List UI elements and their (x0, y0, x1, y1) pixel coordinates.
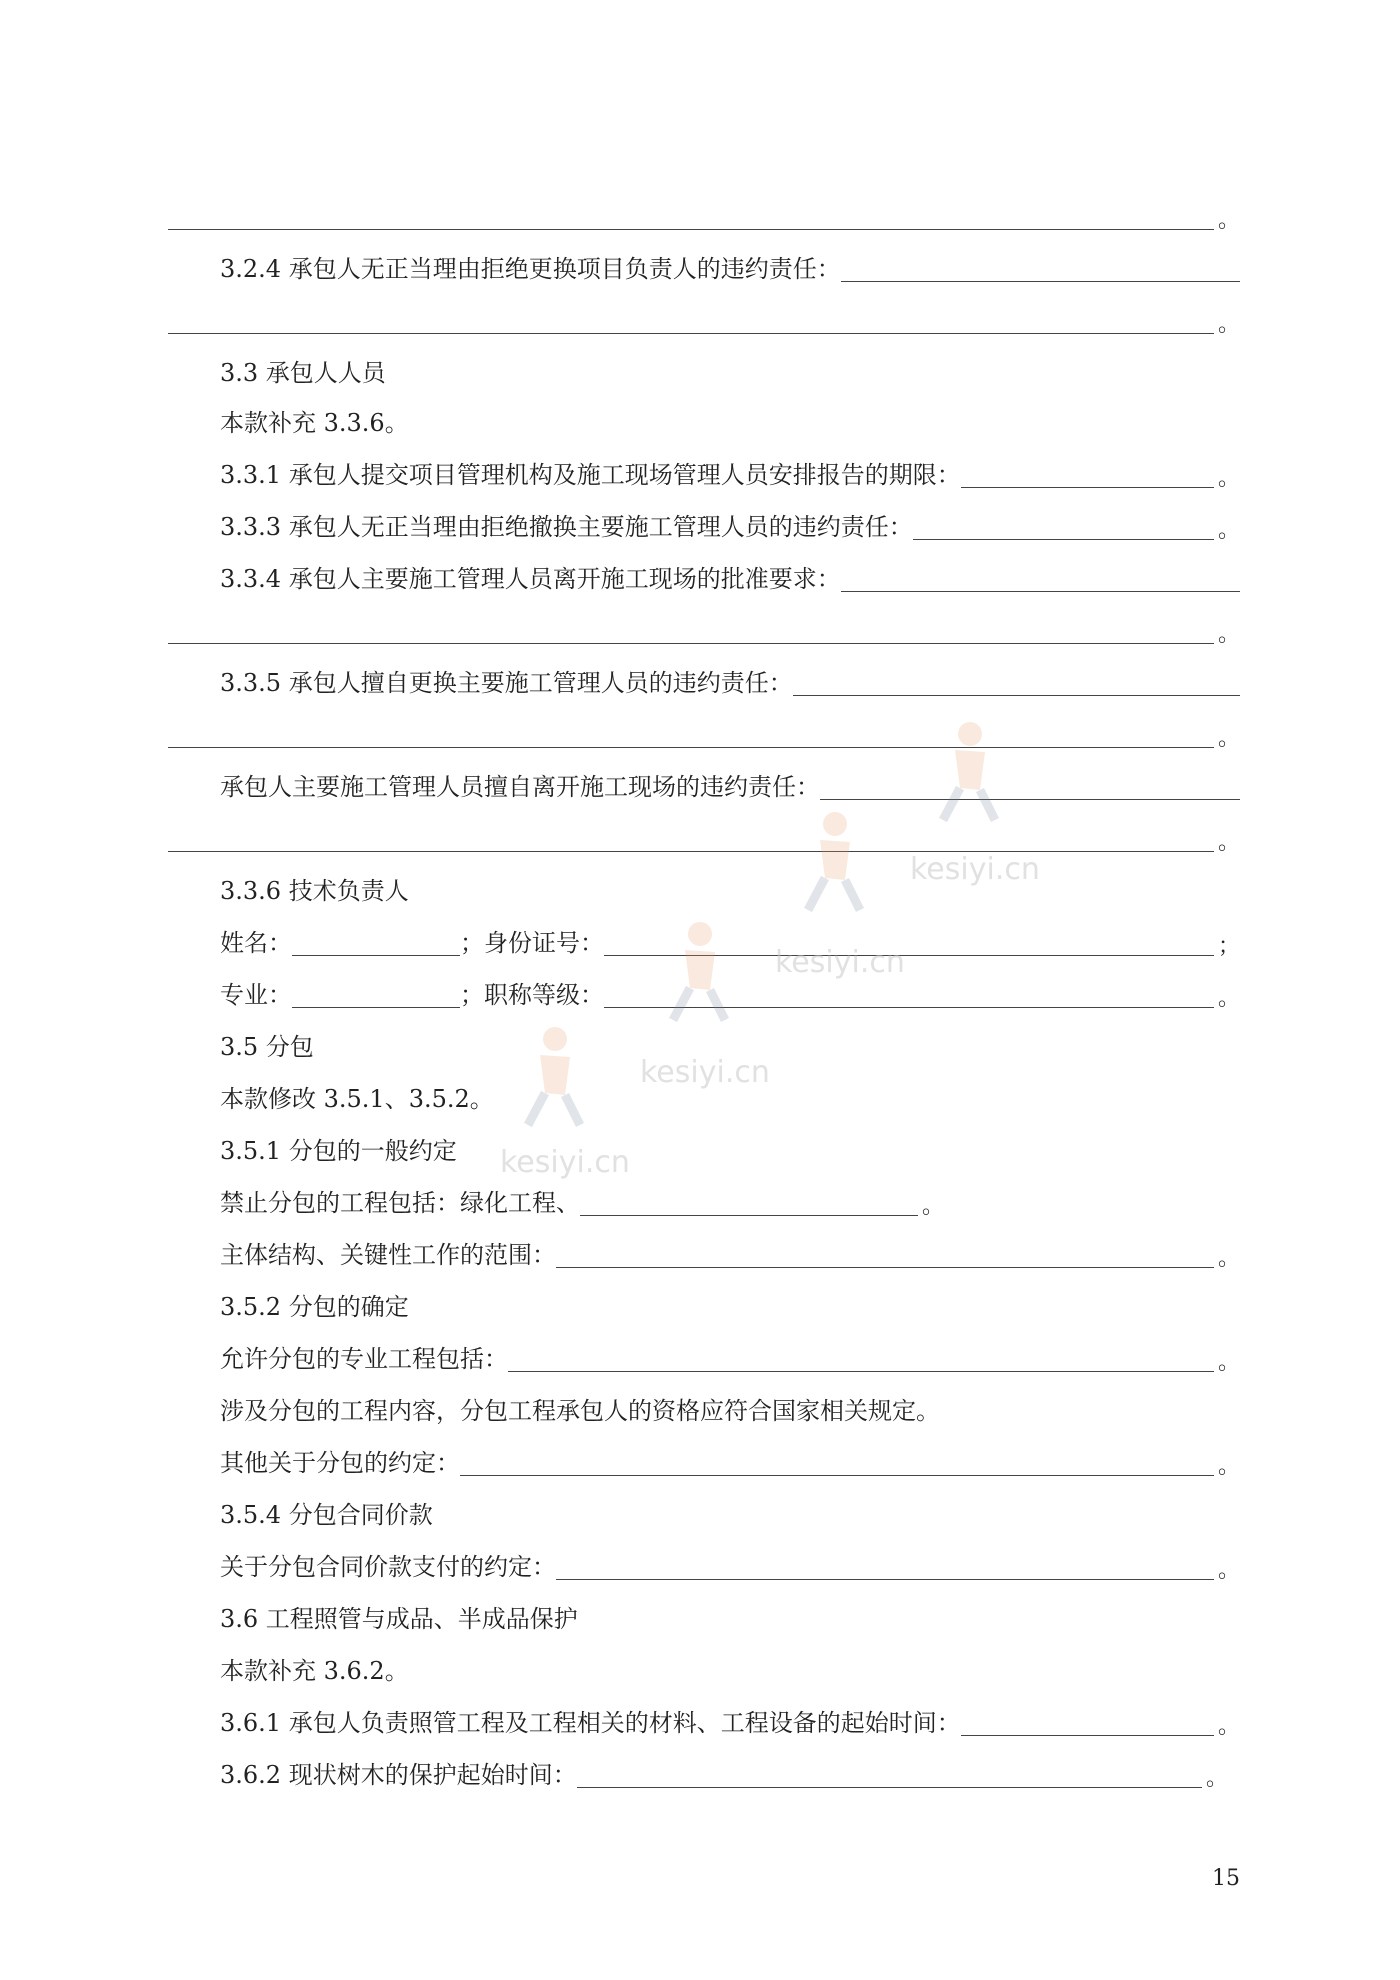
period-mark: 。 (1205, 1766, 1228, 1791)
subcontract-payment-row (220, 1546, 1240, 1586)
period-mark: 。 (1217, 1454, 1240, 1479)
section-heading: 3.5 分包 (220, 1033, 314, 1061)
clause-heading: 3.3.6 技术负责人 (220, 877, 409, 905)
section-heading: 3.6 工程照管与成品、半成品保护 (220, 1605, 578, 1633)
fill-in-blank[interactable] (508, 1341, 1214, 1372)
period-mark: 。 (1217, 312, 1240, 337)
blank-line-continuation (168, 300, 1240, 340)
clause-label: 承包人主要施工管理人员擅自离开施工现场的违约责任： (220, 773, 820, 801)
major-label: 专业： (220, 981, 292, 1009)
prohibited-subcontract-row (220, 1182, 1240, 1222)
period-mark: 。 (1217, 726, 1240, 751)
fill-in-blank[interactable] (460, 1445, 1214, 1476)
fill-in-blank[interactable] (168, 717, 1214, 748)
watermark-figure-icon (510, 1025, 590, 1135)
fill-in-blank[interactable] (841, 561, 1240, 592)
period-mark: 。 (1217, 466, 1240, 491)
period-mark: 。 (1217, 622, 1240, 647)
clause-label: 3.6.1 承包人负责照管工程及工程相关的材料、工程设备的起始时间： (220, 1709, 961, 1737)
major-blank[interactable] (292, 977, 460, 1008)
period-mark: 。 (922, 1194, 945, 1219)
clause-label: 3.6.2 现状树木的保护起始时间： (220, 1761, 577, 1789)
clause-heading: 3.5.1 分包的一般约定 (220, 1137, 457, 1165)
fill-in-blank[interactable] (556, 1549, 1214, 1580)
clause-3-5-4 (220, 1494, 1240, 1534)
clause-label: 3.3.1 承包人提交项目管理机构及施工现场管理人员安排报告的期限： (220, 461, 961, 489)
fill-in-blank[interactable] (820, 769, 1240, 800)
clause-heading: 3.5.4 分包合同价款 (220, 1501, 433, 1529)
section-heading-3-6 (220, 1598, 1240, 1638)
blank-line-continuation (168, 714, 1240, 754)
fill-in-blank[interactable] (168, 199, 1214, 230)
section-heading-3-3 (220, 352, 1240, 392)
fill-in-blank[interactable] (580, 1185, 918, 1216)
semicolon-mark: ； (1217, 934, 1240, 959)
clause-note-text: 本款补充 3.3.6。 (220, 409, 409, 437)
clause-label: 主体结构、关键性工作的范围： (220, 1241, 556, 1269)
name-label: 姓名： (220, 929, 292, 957)
fill-in-blank[interactable] (168, 303, 1214, 334)
period-mark: 。 (1217, 1246, 1240, 1271)
clause-3-2-4 (220, 248, 1240, 288)
period-mark: 。 (1217, 986, 1240, 1011)
section-heading: 3.3 承包人人员 (220, 359, 386, 387)
other-subcontract-row (220, 1442, 1240, 1482)
clause-unauthorized-leave (220, 766, 1240, 806)
fill-in-blank[interactable] (961, 457, 1214, 488)
fill-in-blank[interactable] (168, 821, 1214, 852)
clause-3-3-3 (220, 506, 1240, 546)
qualification-statement (220, 1390, 1240, 1430)
watermark-text: kesiyi.cn (910, 852, 1040, 887)
allowed-subcontract-row (220, 1338, 1240, 1378)
clause-3-5-1 (220, 1130, 1240, 1170)
fill-in-blank[interactable] (841, 251, 1240, 282)
blank-line-continuation (168, 610, 1240, 650)
fill-in-blank[interactable] (961, 1705, 1214, 1736)
clause-label: 3.2.4 承包人无正当理由拒绝更换项目负责人的违约责任： (220, 255, 841, 283)
statement-text: 涉及分包的工程内容，分包工程承包人的资格应符合国家相关规定。 (220, 1397, 940, 1425)
name-blank[interactable] (292, 925, 460, 956)
clause-label: 其他关于分包的约定： (220, 1449, 460, 1477)
period-mark: 。 (1217, 1714, 1240, 1739)
period-mark: 。 (1217, 1558, 1240, 1583)
clause-3-3-1 (220, 454, 1240, 494)
clause-label: 3.3.4 承包人主要施工管理人员离开施工现场的批准要求： (220, 565, 841, 593)
period-mark: 。 (1217, 1350, 1240, 1375)
fill-in-blank[interactable] (577, 1757, 1202, 1788)
watermark-text: kesiyi.cn (500, 1145, 630, 1180)
fill-in-blank[interactable] (556, 1237, 1214, 1268)
period-mark: 。 (1217, 830, 1240, 855)
clause-3-6-1 (220, 1702, 1240, 1742)
clause-3-3-5 (220, 662, 1240, 702)
watermark-text: kesiyi.cn (640, 1055, 770, 1090)
watermark-figure-icon (655, 920, 735, 1030)
clause-label: 关于分包合同价款支付的约定： (220, 1553, 556, 1581)
clause-note (220, 402, 1240, 442)
watermark-figure-icon (925, 720, 1005, 830)
fill-in-blank[interactable] (793, 665, 1240, 696)
page-number: 15 (1212, 1866, 1240, 1891)
clause-note-text: 本款补充 3.6.2。 (220, 1657, 409, 1685)
watermark-figure-icon (790, 810, 870, 920)
blank-line-continuation (168, 196, 1240, 236)
clause-label: 允许分包的专业工程包括： (220, 1345, 508, 1373)
fill-in-blank[interactable] (168, 613, 1214, 644)
clause-label: 3.3.3 承包人无正当理由拒绝撤换主要施工管理人员的违约责任： (220, 513, 913, 541)
clause-heading: 3.5.2 分包的确定 (220, 1293, 409, 1321)
main-structure-scope-row (220, 1234, 1240, 1274)
period-mark: 。 (1217, 518, 1240, 543)
clause-3-3-6 (220, 870, 1240, 910)
clause-label: 3.3.5 承包人擅自更换主要施工管理人员的违约责任： (220, 669, 793, 697)
clause-note (220, 1650, 1240, 1690)
clause-3-3-4 (220, 558, 1240, 598)
clause-3-5-2 (220, 1286, 1240, 1326)
clause-3-6-2 (220, 1754, 1228, 1794)
id-number-label: ；身份证号： (460, 929, 604, 957)
blank-line-continuation (168, 818, 1240, 858)
clause-label: 禁止分包的工程包括：绿化工程、 (220, 1189, 580, 1217)
title-grade-label: ；职称等级： (460, 981, 604, 1009)
watermark-text: kesiyi.cn (775, 945, 905, 980)
period-mark: 。 (1217, 208, 1240, 233)
clause-note-text: 本款修改 3.5.1、3.5.2。 (220, 1085, 494, 1113)
fill-in-blank[interactable] (913, 509, 1214, 540)
